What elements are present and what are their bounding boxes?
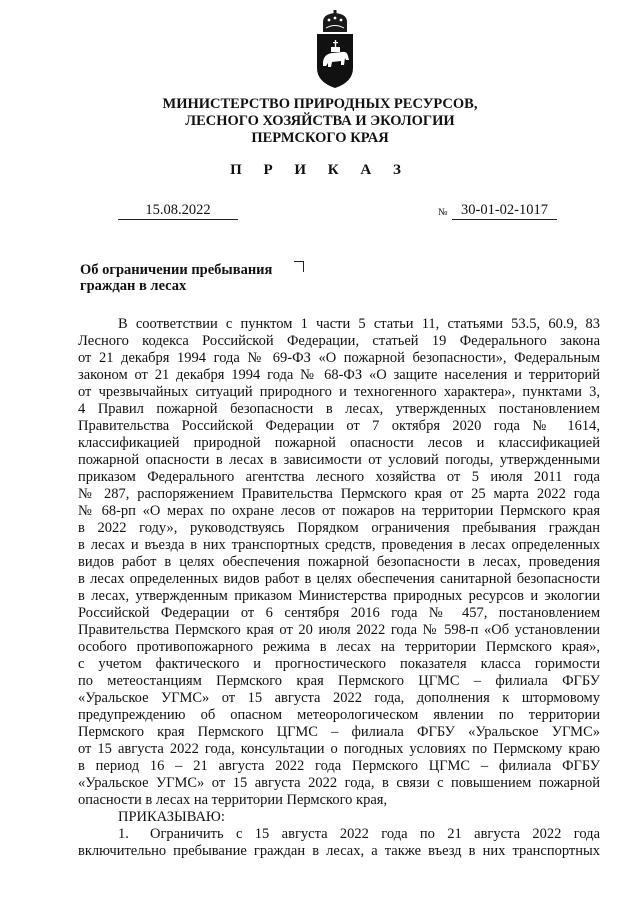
document-number: 30-01-02-1017	[452, 202, 557, 220]
body-line: пожарной опасности в лесах в зависимости от условий погоды, утвержденными	[78, 452, 600, 468]
body-line: с учетом фактического и прогностического показателя класса горимости	[78, 656, 600, 672]
body-line: в лесах и въезда в них транспортных средств, проведения в лесах определенных	[78, 537, 600, 553]
body-line: законом от 21 декабря 1994 года № 68-ФЗ «О защите населения и территорий	[78, 367, 600, 383]
body-line: Лесного кодекса Российской Федерации, статьей 19 Федерального закона	[78, 333, 600, 349]
body-line: от 21 декабря 1994 года № 69-ФЗ «О пожарной безопасности», Федеральным	[78, 350, 600, 366]
item-1-line: Ограничить с 15 августа 2022 года по 21 августа 2022 года	[150, 826, 600, 842]
number-label: №	[438, 207, 448, 218]
body-line: по метеостанциям Пермского края Пермского ЦГМС – филиала ФГБУ	[78, 673, 600, 689]
body-line: классификацией природной пожарной опасности лесов и классификацией	[78, 435, 600, 451]
body-line: предупреждению об опасном метеорологическом явлении по территории	[78, 707, 600, 723]
coat-of-arms-icon	[314, 10, 356, 90]
subject-line: граждан в лесах	[80, 278, 187, 294]
body-line: Российской Федерации от 6 сентября 2016 года № 457, постановлением	[78, 605, 600, 621]
document-type: П Р И К А З	[230, 162, 410, 178]
body-text	[78, 316, 600, 860]
subject-corner-mark	[294, 261, 304, 272]
subject-line: Об ограничении пребывания	[80, 262, 273, 278]
ministry-line: МИНИСТЕРСТВО ПРИРОДНЫХ РЕСУРСОВ,	[162, 96, 478, 112]
body-line: Правительства Российской Федерации от 7 октября 2020 года № 1614,	[78, 418, 600, 434]
body-line: опасности в лесах на территории Пермского края,	[78, 792, 388, 808]
body-line: видов работ в целях обеспечения пожарной безопасности в лесах, проведения	[78, 554, 600, 570]
ministry-line: ЛЕСНОГО ХОЗЯЙСТВА И ЭКОЛОГИИ	[185, 113, 455, 129]
body-line: В соответствии с пунктом 1 части 5 статьи 11, статьями 53.5, 60.9, 83	[118, 316, 600, 332]
body-line: «Уральское УГМС» от 15 августа 2022 года, в связи с повышением пожарной	[78, 775, 600, 791]
body-line: «Уральское УГМС» от 15 августа 2022 года, дополнения к штормовому	[78, 690, 600, 706]
body-line: в лесах, утвержденным приказом Министерства природных ресурсов и экологии	[78, 588, 600, 604]
order-word: ПРИКАЗЫВАЮ:	[118, 809, 225, 825]
item-1-line: включительно пребывание граждан в лесах, а также въезд в них транспортных	[78, 843, 600, 859]
body-line: Правительства Пермского края от 20 июля 2022 года № 598-п «Об установлении	[78, 622, 600, 638]
body-line: от чрезвычайных ситуаций природного и техногенного характера», пунктами 3,	[78, 384, 600, 400]
item-1-first-line	[78, 826, 600, 843]
ministry-line: ПЕРМСКОГО КРАЯ	[251, 130, 389, 146]
body-line: особого противопожарного режима в лесах на территории Пермского края»,	[78, 639, 600, 655]
body-line: № 287, распоряжением Правительства Пермского края от 25 марта 2022 года	[78, 486, 600, 502]
body-line: Пермского края Пермского ЦГМС – филиала ФГБУ «Уральское УГМС»	[78, 724, 600, 740]
body-line: в 2022 году», руководствуясь Порядком ограничения пребывания граждан	[78, 520, 600, 536]
item-1-number: 1.	[118, 826, 129, 842]
body-line: приказом Федерального агентства лесного хозяйства от 5 июля 2011 года	[78, 469, 600, 485]
ministry-name	[0, 96, 640, 147]
body-line: 4 Правил пожарной безопасности в лесах, утвержденных постановлением	[78, 401, 600, 417]
body-line: от 15 августа 2022 года, консультации о погодных условиях по Пермскому краю	[78, 741, 600, 757]
body-line: в лесах определенных видов работ в целях обеспечения санитарной безопасности	[78, 571, 600, 587]
document-date: 15.08.2022	[118, 202, 238, 220]
body-line: в период 16 – 21 августа 2022 года Пермского ЦГМС – филиала ФГБУ	[78, 758, 600, 774]
body-line: № 68-рп «О мерах по охране лесов от пожаров на территории Пермского края	[78, 503, 600, 519]
document-subject	[80, 262, 272, 294]
